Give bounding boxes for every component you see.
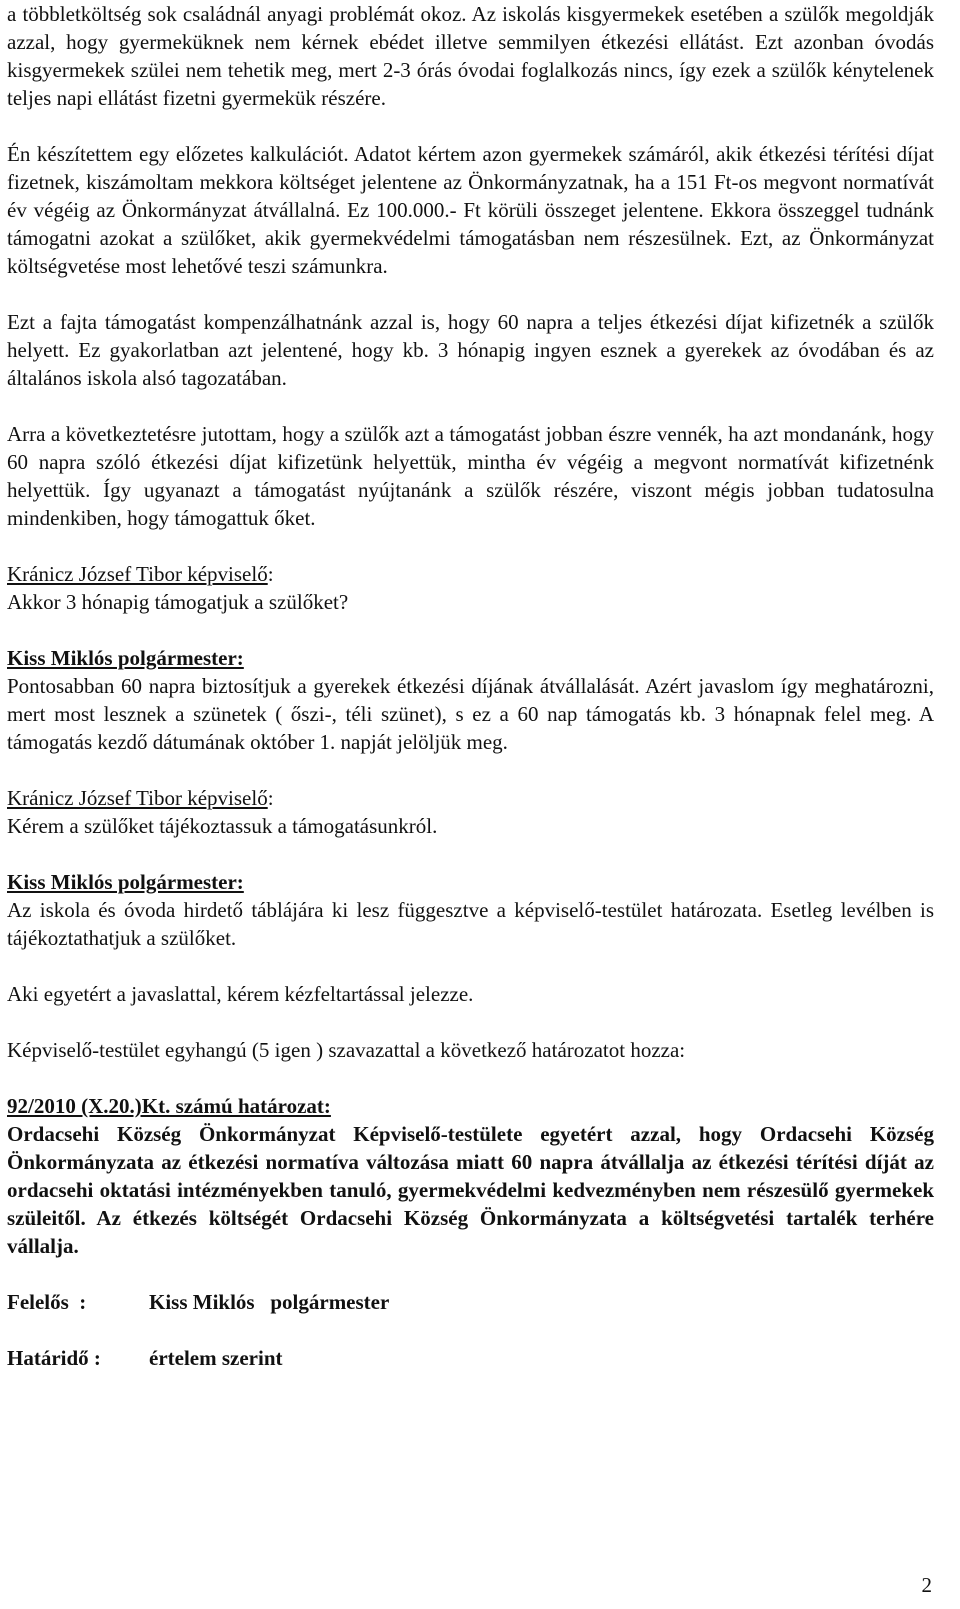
speaker-block-4 — [7, 868, 934, 896]
resolution-title — [7, 1092, 934, 1120]
speaker-block-1 — [7, 560, 934, 588]
resolution-number: 92/2010 (X.20.)Kt. számú határozat: — [7, 1094, 331, 1118]
speaker-name: Kránicz József Tibor képviselő — [7, 786, 268, 810]
speaker-text-1: Akkor 3 hónapig támogatjuk a szülőket? — [7, 590, 349, 614]
responsible-row — [7, 1288, 934, 1316]
paragraph-intro: a többletköltség sok családnál anyagi problémát okoz. Az iskolás kisgyermekek esetében a szülők megoldják azzal, hogy gyermeküknek nem kérnek ebédet illetve semmilyen étkezési ellátást. Ezt azonban óvodás kisgyermekek szülei nem tehetik meg, mert 2-3 órás óvodai foglalkozás nincs, így ezek a szülők kénytelenek teljes napi ellátást fizetni gyermekük részére. — [7, 2, 934, 110]
speaker-colon: : — [267, 786, 274, 810]
vote-result: Képviselő-testület egyhangú (5 igen ) szavazattal a következő határozatot hozza: — [7, 1038, 686, 1062]
speaker-text-3: Kérem a szülőket tájékoztassuk a támogatásunkról. — [7, 814, 438, 838]
deadline-row — [7, 1344, 934, 1372]
page-number: 2 — [921, 1573, 932, 1597]
responsible-value: Kiss Miklós polgármester — [149, 1290, 390, 1314]
speaker-text-2: Pontosabban 60 napra biztosítjuk a gyerekek étkezési díjának átvállalását. Azért javaslom így meghatározni, mert most lesznek a szünetek ( őszi-, téli szünet), s ez a 60 nap támogatás kb. 3 hónapnak felel meg. A támogatás kezdő dátumának október 1. napját jelöljük meg. — [7, 674, 934, 754]
deadline-label: Határidő : — [7, 1346, 101, 1370]
speaker-name: Kránicz József Tibor képviselő — [7, 562, 268, 586]
paragraph-conclusion: Arra a következtetésre jutottam, hogy a szülők azt a támogatást jobban észre vennék, ha azt mondanánk, hogy 60 napra szóló étkezési díjat kifizetünk helyettük, mintha év végéig a megvont normatívát kifizetnénk helyettük. Így ugyanazt a támogatást nyújtanánk a szülők részére, viszont mégis jobban tudatosulna mindenkiben, hogy támogattuk őket. — [7, 422, 934, 530]
speaker-block-2 — [7, 644, 934, 672]
speaker-text-4: Az iskola és óvoda hirdető táblájára ki lesz függesztve a képviselő-testület határozata. Esetleg levélben is tájékoztathatjuk a szülőket. — [7, 898, 934, 950]
responsible-label: Felelős : — [7, 1290, 87, 1314]
paragraph-calculation: Én készítettem egy előzetes kalkulációt. Adatot kértem azon gyermekek számáról, akik étkezési térítési díjat fizetnek, kiszámoltam mekkora költséget jelentene az Önkormányzatnak, ha a 151 Ft-os megvont normatívát év végéig az Önkormányzat átvállalná. Ez 100.000.- Ft körüli összeget jelentene. Ekkora összeggel tudnánk támogatni azokat a szülőket, akik gyermekvédelmi támogatásban nem részesülnek. Ezt, az Önkormányzat költségvetése most lehetővé teszi számunkra. — [7, 142, 934, 278]
vote-call: Aki egyetért a javaslattal, kérem kézfeltartással jelezze. — [7, 982, 474, 1006]
speaker-colon: : — [267, 562, 274, 586]
paragraph-compensation: Ezt a fajta támogatást kompenzálhatnánk azzal is, hogy 60 napra a teljes étkezési díjat kifizetnék a szülők helyett. Ez gyakorlatban azt jelentené, hogy kb. 3 hónapig ingyen esznek a gyerekek az óvodában és az általános iskola alsó tagozatában. — [7, 310, 934, 390]
resolution-text: Ordacsehi Község Önkormányzat Képviselő-testülete egyetért azzal, hogy Ordacsehi Község Önkormányzata az étkezési normatíva változása miatt 60 napra átvállalja az étkezési térítési díját az ordacsehi oktatási intézményekben tanuló, gyermekvédelmi kedvezményben nem részesülő gyermekek szüleitől. Az étkezés költségét Ordacsehi Község Önkormányzata a költségvetési tartalék terhére vállalja. — [7, 1122, 934, 1258]
speaker-name: Kiss Miklós polgármester: — [7, 870, 244, 894]
document-page — [7, 0, 934, 1372]
speaker-name: Kiss Miklós polgármester: — [7, 646, 244, 670]
speaker-block-3 — [7, 784, 934, 812]
deadline-value: értelem szerint — [149, 1346, 283, 1370]
